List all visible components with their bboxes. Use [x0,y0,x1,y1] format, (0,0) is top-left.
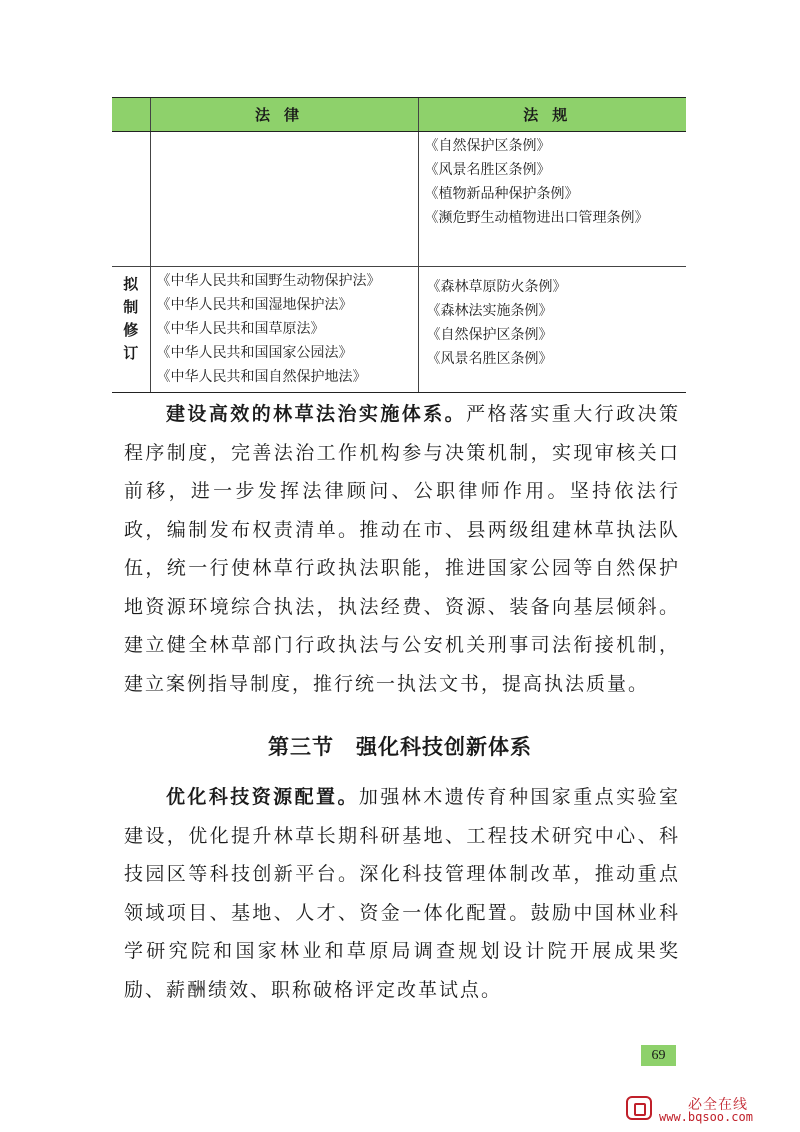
watermark [626,1090,796,1126]
regulation-item: 《风景名胜区条例》 [426,351,553,367]
regulation-item: 《自然保护区条例》 [424,138,551,154]
law-item: 《中华人民共和国野生动物保护法》 [156,273,381,289]
regulation-item: 《森林草原防火条例》 [426,279,567,295]
row-label-char: 制 [123,298,139,316]
row-label-char: 修 [123,321,139,339]
paragraph-lead: 优化科技资源配置。 [166,786,359,808]
row-label-char: 拟 [123,275,139,293]
regulation-item: 《森林法实施条例》 [426,303,553,319]
section-title: 第三节 强化科技创新体系 [268,735,532,759]
header-law: 法律 [150,98,418,132]
laws-regulations-table [112,97,686,393]
watermark-name: 必全在线 [688,1097,748,1113]
regulation-item: 《濒危野生动植物进出口管理条例》 [424,210,649,226]
regulation-item: 《植物新品种保护条例》 [424,186,579,202]
table-row [112,267,686,393]
paragraph-lead: 建设高效的林草法治实施体系。 [166,403,467,425]
regulations-cell [418,267,686,393]
row-label-cell [112,267,150,393]
paragraph-body: 严格落实重大行政决策程序制度，完善法治工作机构参与决策机制，实现审核关口前移，进一步发挥法律顾问、公职律师作用。坚持依法行政，编制发布权责清单。推动在市、县两级组建林草执法队伍，统一行使林草行政执法职能，推进国家公园等自然保护地资源环境综合执法，执法经费、资源、装备向基层倾斜。建立健全林草部门行政执法与公安机关刑事司法衔接机制，建立案例指导制度，推行统一执法文书，提高执法质量。 [124,403,680,695]
law-cell [150,132,418,267]
law-cell [150,267,418,393]
watermark-logo-icon [626,1096,652,1120]
header-empty-cell [112,98,150,132]
row-label-cell [112,132,150,267]
paragraph-enforcement-system [124,395,680,703]
regulation-item: 《自然保护区条例》 [426,327,553,343]
page-number: 69 [641,1045,676,1066]
paragraph-body: 加强林木遗传育种国家重点实验室建设，优化提升林草长期科研基地、工程技术研究中心、科技园区等科技创新平台。深化科技管理体制改革，推动重点领域项目、基地、人才、资金一体化配置。鼓励中国林业科学研究院和国家林业和草原局调查规划设计院开展成果奖励、薪酬绩效、职称破格评定改革试点。 [124,786,680,1001]
watermark-url: www.bqsoo.com [659,1110,753,1124]
law-item: 《中华人民共和国湿地保护法》 [156,297,353,313]
table-header-row [112,98,686,132]
paragraph-resource-allocation [124,778,680,1009]
regulation-item: 《风景名胜区条例》 [424,162,551,178]
row-label-char: 订 [123,344,139,362]
law-item: 《中华人民共和国草原法》 [156,321,325,337]
law-item: 《中华人民共和国自然保护地法》 [156,369,367,385]
regulations-cell [418,132,686,267]
law-item: 《中华人民共和国国家公园法》 [156,345,353,361]
header-regulations: 法规 [418,98,686,132]
table-row [112,132,686,267]
